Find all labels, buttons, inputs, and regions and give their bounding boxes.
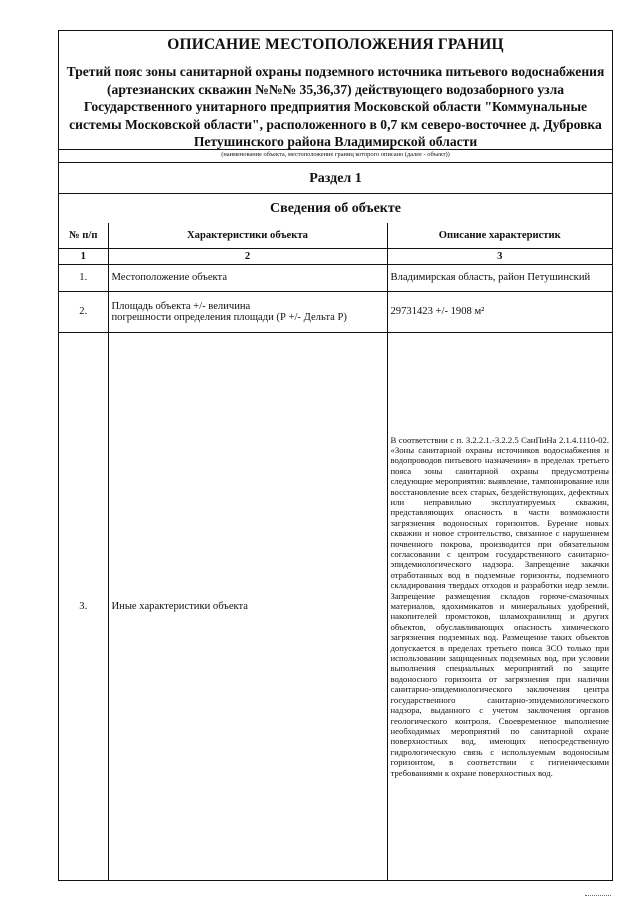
scan-mark bbox=[585, 895, 611, 896]
row-number: 2. bbox=[59, 291, 108, 332]
column-number: 2 bbox=[108, 248, 387, 264]
row-characteristic: Иные характеристики объекта bbox=[108, 332, 387, 880]
table-header-row bbox=[59, 223, 612, 248]
document-title: ОПИСАНИЕ МЕСТОПОЛОЖЕНИЯ ГРАНИЦ bbox=[167, 36, 504, 53]
section-number: Раздел 1 bbox=[309, 171, 362, 186]
divider bbox=[59, 162, 612, 163]
row-description: Владимирская область, район Петушинский bbox=[387, 264, 612, 291]
characteristic-line: погрешности определения площади (Р +/- Дельта Р) bbox=[111, 311, 347, 323]
table-row bbox=[59, 332, 612, 880]
section-title: Сведения об объекте bbox=[270, 201, 401, 216]
object-info-table bbox=[59, 223, 612, 880]
column-number-row bbox=[59, 248, 612, 264]
header-number: № п/п bbox=[59, 223, 108, 248]
column-number: 1 bbox=[59, 248, 108, 264]
divider bbox=[59, 193, 612, 194]
header-characteristic: Характеристики объекта bbox=[108, 223, 387, 248]
row-number: 3. bbox=[59, 332, 108, 880]
table-row bbox=[59, 291, 612, 332]
document-frame bbox=[58, 30, 613, 881]
characteristic-line: Площадь объекта +/- величина bbox=[111, 300, 251, 312]
row-description: 29731423 +/- 1908 м² bbox=[387, 291, 612, 332]
object-caption: (наименование объекта, местоположение границ которого описано (далее - объект)) bbox=[221, 151, 450, 158]
table-row bbox=[59, 264, 612, 291]
column-number: 3 bbox=[387, 248, 612, 264]
header-description: Описание характеристик bbox=[387, 223, 612, 248]
document-subtitle: Третий пояс зоны санитарной охраны подземного источника питьевого водоснабжения (артезианских скважин №№№ 35,36,37) действующего водозаборного узла Государственного унитарного предприятия Московской области "Коммунальные системы Московской области", расположенного в 0,7 км северо-восточнее д. Дубровка Петушинского района Владимирской области bbox=[66, 64, 605, 149]
row-characteristic bbox=[108, 291, 387, 332]
row-number: 1. bbox=[59, 264, 108, 291]
row-description: В соответствии с п. 3.2.2.1.-3.2.2.5 СанПиНа 2.1.4.1110-02. «Зоны санитарной охраны источников водоснабжения и водопроводов питьевого назначения» в пределах третьего пояса зоны санитарной охраны предусмотрены следующие мероприятия: выявление, тампонирование или восстановление всех старых, бездействующих, дефектных или неправильно эксплуатируемых скважин, представляющих опасность в части возможности загрязнения водоносных горизонтов. Бурение новых скважин и новое строительство, связанное с нарушением почвенного покрова, производится при обязательном согласовании с центром государственного санитарно-эпидемиологического надзора. Запрещение закачки отработанных вод в подземные горизонты, подземного складирования твердых отходов и разработки недр земли. Запрещение размещения складов горюче-смазочных материалов, ядохимикатов и минеральных удобрений, накопителей промстоков, шламохранилищ и других объектов, обуславливающих опасность химического загрязнения подземных вод. Размещение таких объектов допускается в пределах третьего пояса ЗСО только при использовании защищенных подземных вод, при условии выполнения специальных мероприятий по защите водоносного горизонта от загрязнения при наличии санитарно-эпидемиологического заключения центра государственного санитарно-эпидемиологического надзора, выданного с учетом заключения органов геологического контроля. Своевременное выполнение необходимых мероприятий по санитарной охране поверхностных вод, имеющих непосредственную гидрологическую связь с используемым водоносным горизонтом, в соответствии с гигиеническими требованиями к охране поверхностных вод. bbox=[387, 332, 612, 880]
caption-rule bbox=[59, 149, 612, 150]
row-characteristic: Местоположение объекта bbox=[108, 264, 387, 291]
